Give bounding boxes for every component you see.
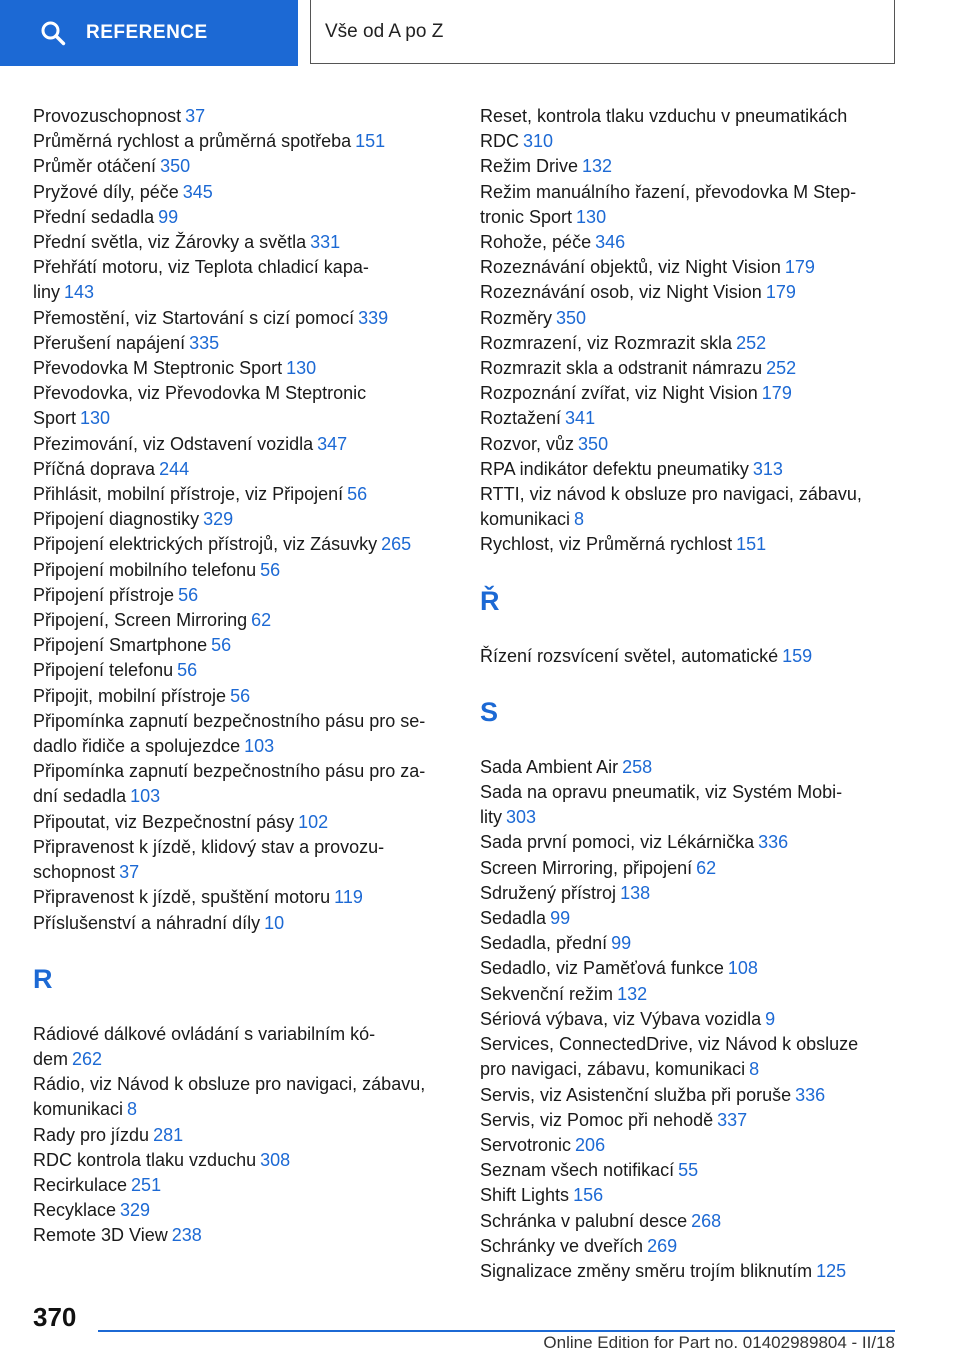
index-entry[interactable] bbox=[33, 583, 453, 608]
index-entry[interactable] bbox=[33, 1198, 453, 1223]
page-link[interactable]: 350 bbox=[556, 307, 587, 328]
entry-term: Recirkulace bbox=[33, 1174, 128, 1195]
entry-term: Přihlásit, mobilní přístroje, viz Připojení bbox=[33, 484, 344, 505]
index-entry[interactable] bbox=[33, 885, 453, 910]
page-link[interactable]: 303 bbox=[506, 807, 537, 828]
page-link[interactable]: 156 bbox=[573, 1185, 604, 1206]
index-entry[interactable] bbox=[33, 1173, 453, 1198]
page-link[interactable]: 56 bbox=[230, 685, 251, 706]
entry-term: RDC bbox=[480, 131, 519, 152]
page-header bbox=[0, 0, 960, 66]
index-entry[interactable] bbox=[33, 810, 453, 835]
entry-term: Připojení mobilního telefonu bbox=[33, 559, 257, 580]
index-entry-continuation[interactable] bbox=[480, 129, 900, 154]
entry-term: Signalizace změny směru trojím bliknutím bbox=[480, 1260, 813, 1281]
entry-term: Sériová výbava, viz Výbava vozidla bbox=[480, 1008, 762, 1029]
section-letter: S bbox=[480, 696, 499, 727]
page-link[interactable]: 138 bbox=[620, 882, 651, 903]
entry-term: Připojení, Screen Mirroring bbox=[33, 610, 248, 631]
page-link[interactable]: 345 bbox=[182, 181, 213, 202]
page-link[interactable]: 268 bbox=[691, 1210, 722, 1231]
index-entry[interactable] bbox=[33, 432, 453, 457]
index-entry-continuation[interactable] bbox=[480, 205, 900, 230]
index-entry-continuation[interactable] bbox=[33, 1047, 453, 1072]
page-link[interactable]: 179 bbox=[784, 257, 815, 278]
page-link[interactable]: 132 bbox=[582, 156, 613, 177]
index-entry[interactable] bbox=[480, 104, 900, 129]
index-entry[interactable] bbox=[33, 381, 453, 406]
page-link[interactable]: 56 bbox=[260, 559, 281, 580]
entry-term: Servotronic bbox=[480, 1134, 572, 1155]
index-entry[interactable] bbox=[480, 532, 900, 557]
page-link[interactable]: 308 bbox=[260, 1149, 291, 1170]
entry-term: Připojení Smartphone bbox=[33, 635, 208, 656]
index-entry[interactable] bbox=[33, 1022, 453, 1047]
edition-info: Online Edition for Part no. 01402989804 - II/18 bbox=[543, 1333, 895, 1352]
reference-label: REFERENCE bbox=[86, 22, 208, 43]
entry-term: Přemostění, viz Startování s cizí pomocí bbox=[33, 307, 355, 328]
index-entry[interactable] bbox=[33, 633, 453, 658]
page-link[interactable]: 56 bbox=[178, 584, 199, 605]
entry-term: Připojení elektrických přístrojů, viz Zásuvky bbox=[33, 534, 378, 555]
page-link[interactable]: 265 bbox=[381, 534, 412, 555]
index-entry[interactable] bbox=[480, 1259, 900, 1284]
entry-term: Přední sedadla bbox=[33, 206, 155, 227]
index-entry[interactable] bbox=[480, 154, 900, 179]
entry-term: Services, ConnectedDrive, viz Návod k obsluze bbox=[480, 1034, 859, 1055]
entry-term: Sedadla, přední bbox=[480, 933, 608, 954]
entry-term: Přední světla, viz Žárovky a světla bbox=[33, 232, 307, 253]
index-entry[interactable] bbox=[480, 755, 900, 780]
entry-term: Servis, viz Pomoc při nehodě bbox=[480, 1109, 714, 1130]
index-entry-continuation[interactable] bbox=[480, 507, 900, 532]
entry-term: Rozměry bbox=[480, 307, 553, 328]
index-entry[interactable] bbox=[33, 759, 453, 784]
entry-term: Sada první pomoci, viz Lékárnička bbox=[480, 832, 755, 853]
index-entry[interactable] bbox=[33, 658, 453, 683]
entry-term: dní sedadla bbox=[33, 786, 127, 807]
page-link[interactable]: 244 bbox=[159, 458, 190, 479]
page-link[interactable]: 103 bbox=[244, 736, 275, 757]
page-link[interactable]: 262 bbox=[72, 1048, 103, 1069]
index-entry[interactable] bbox=[480, 331, 900, 356]
page-link[interactable]: 339 bbox=[358, 307, 389, 328]
reference-tab[interactable] bbox=[0, 0, 298, 66]
index-entry[interactable] bbox=[33, 356, 453, 381]
index-entry[interactable] bbox=[480, 1234, 900, 1259]
page-link[interactable]: 119 bbox=[334, 887, 363, 908]
page-link[interactable]: 9 bbox=[765, 1008, 776, 1029]
entry-term: Sedadlo, viz Paměťová funkce bbox=[480, 958, 724, 979]
search-icon bbox=[40, 20, 66, 46]
index-entry[interactable] bbox=[480, 1158, 900, 1183]
page-link[interactable]: 8 bbox=[749, 1059, 760, 1080]
index-entry[interactable] bbox=[480, 1007, 900, 1032]
index-entry-continuation[interactable] bbox=[33, 784, 453, 809]
entry-term: RDC kontrola tlaku vzduchu bbox=[33, 1149, 257, 1170]
entry-term: Rohože, péče bbox=[480, 232, 592, 253]
entry-term: Příčná doprava bbox=[33, 458, 156, 479]
index-entry[interactable] bbox=[480, 406, 900, 431]
entry-term: schopnost bbox=[33, 862, 116, 883]
entry-term: pro navigaci, zábavu, komunikaci bbox=[480, 1059, 746, 1080]
page-link[interactable]: 56 bbox=[211, 635, 232, 656]
entry-term: dem bbox=[33, 1048, 69, 1069]
page-link[interactable]: 346 bbox=[595, 232, 626, 253]
page-footer bbox=[0, 1290, 960, 1362]
entry-term: Rádio, viz Návod k obsluze pro navigaci, zábavu, bbox=[33, 1074, 426, 1095]
index-entry[interactable] bbox=[480, 381, 900, 406]
index-entry[interactable] bbox=[480, 1032, 900, 1057]
page-link[interactable]: 350 bbox=[578, 433, 609, 454]
entry-term: Recyklace bbox=[33, 1200, 117, 1221]
index-entry[interactable] bbox=[480, 280, 900, 305]
index-entry-continuation[interactable] bbox=[33, 406, 453, 431]
entry-term: Reset, kontrola tlaku vzduchu v pneumatikách bbox=[480, 106, 848, 126]
index-entry-continuation[interactable] bbox=[480, 1057, 900, 1082]
index-entry[interactable] bbox=[480, 1083, 900, 1108]
index-entry[interactable] bbox=[33, 129, 453, 154]
page-link[interactable]: 125 bbox=[816, 1260, 847, 1281]
page-link[interactable]: 99 bbox=[611, 933, 632, 954]
index-entry[interactable] bbox=[480, 780, 900, 805]
index-entry[interactable] bbox=[480, 180, 900, 205]
entry-term: Připojení přístroje bbox=[33, 584, 175, 605]
page-link[interactable]: 99 bbox=[158, 206, 179, 227]
section-letter: R bbox=[33, 963, 53, 994]
index-entry[interactable] bbox=[480, 906, 900, 931]
entry-term: Schránky ve dveřích bbox=[480, 1235, 644, 1256]
page-link[interactable]: 258 bbox=[622, 756, 653, 777]
entry-term: Připojit, mobilní přístroje bbox=[33, 685, 227, 706]
index-entry[interactable] bbox=[480, 432, 900, 457]
page-link[interactable]: 179 bbox=[761, 383, 792, 404]
entry-term: lity bbox=[480, 807, 502, 828]
entry-term: Sada na opravu pneumatik, viz Systém Mobi- bbox=[480, 782, 843, 803]
entry-term: Režim Drive bbox=[480, 156, 579, 177]
page-link[interactable]: 62 bbox=[251, 610, 272, 631]
index-entry[interactable] bbox=[480, 482, 900, 507]
index-entry[interactable] bbox=[33, 684, 453, 709]
entry-term: tronic Sport bbox=[480, 206, 573, 227]
page-link[interactable]: 313 bbox=[752, 458, 783, 479]
page-link[interactable]: 179 bbox=[765, 282, 796, 303]
entry-term: Provozuschopnost bbox=[33, 106, 182, 126]
page-link[interactable]: 336 bbox=[795, 1084, 826, 1105]
entry-term: Sport bbox=[33, 408, 77, 429]
page-link[interactable]: 10 bbox=[264, 912, 285, 933]
entry-term: Připojení diagnostiky bbox=[33, 509, 200, 530]
entry-term: Připravenost k jízdě, spuštění motoru bbox=[33, 887, 331, 908]
entry-term: Režim manuálního řazení, převodovka M Step- bbox=[480, 181, 857, 202]
index-entry[interactable] bbox=[33, 180, 453, 205]
entry-term: Rozvor, vůz bbox=[480, 433, 575, 454]
index-entry[interactable] bbox=[480, 644, 900, 669]
page-link[interactable]: 8 bbox=[574, 509, 585, 530]
entry-term: RPA indikátor defektu pneumatiky bbox=[480, 458, 749, 479]
entry-term: Rychlost, viz Průměrná rychlost bbox=[480, 534, 733, 555]
page-link[interactable]: 108 bbox=[727, 958, 758, 979]
page-link[interactable]: 56 bbox=[177, 660, 198, 681]
page-link[interactable]: 331 bbox=[310, 232, 341, 253]
index-entry[interactable] bbox=[33, 558, 453, 583]
entry-term: Pryžové díly, péče bbox=[33, 181, 179, 202]
page-link[interactable]: 130 bbox=[576, 206, 607, 227]
section-title: Vše od A po Z bbox=[310, 0, 895, 64]
index-entry[interactable] bbox=[33, 230, 453, 255]
page-link[interactable]: 329 bbox=[120, 1200, 151, 1221]
entry-term: Připravenost k jízdě, klidový stav a provozu- bbox=[33, 836, 385, 857]
index-entry[interactable] bbox=[480, 457, 900, 482]
entry-term: dadlo řidiče a spolujezdce bbox=[33, 736, 241, 757]
index-entry[interactable] bbox=[480, 830, 900, 855]
index-entry[interactable] bbox=[480, 1108, 900, 1133]
index-entry[interactable] bbox=[33, 255, 453, 280]
page-link[interactable]: 37 bbox=[185, 106, 206, 126]
index-entry[interactable] bbox=[33, 1223, 453, 1248]
page-link[interactable]: 55 bbox=[678, 1160, 699, 1181]
index-entry[interactable] bbox=[33, 532, 453, 557]
index-entry[interactable] bbox=[480, 1209, 900, 1234]
page-link[interactable]: 336 bbox=[758, 832, 789, 853]
index-column-right bbox=[480, 104, 900, 1284]
page-link[interactable]: 102 bbox=[298, 811, 329, 832]
entry-term: Sada Ambient Air bbox=[480, 756, 619, 777]
index-entry[interactable] bbox=[480, 230, 900, 255]
index-entry[interactable] bbox=[480, 306, 900, 331]
page-link[interactable]: 341 bbox=[565, 408, 596, 429]
entry-term: Sekvenční režim bbox=[480, 983, 614, 1004]
index-entry-continuation[interactable] bbox=[33, 860, 453, 885]
index-entry-continuation[interactable] bbox=[33, 734, 453, 759]
entry-term: Rozeznávání osob, viz Night Vision bbox=[480, 282, 762, 303]
index-entry-continuation[interactable] bbox=[480, 805, 900, 830]
entry-term: Přerušení napájení bbox=[33, 332, 186, 353]
page-link[interactable]: 62 bbox=[696, 857, 717, 878]
index-entry[interactable] bbox=[480, 931, 900, 956]
entry-term: Připomínka zapnutí bezpečnostního pásu pro za- bbox=[33, 761, 426, 782]
entry-term: komunikaci bbox=[480, 509, 571, 530]
entry-term: komunikaci bbox=[33, 1099, 124, 1120]
index-entry-continuation[interactable] bbox=[33, 280, 453, 305]
entry-term: Rady pro jízdu bbox=[33, 1124, 150, 1145]
page-link[interactable]: 56 bbox=[347, 484, 368, 505]
index-entry[interactable] bbox=[480, 1183, 900, 1208]
section-letter: Ř bbox=[480, 585, 500, 616]
page-link[interactable]: 310 bbox=[523, 131, 554, 152]
entry-term: Shift Lights bbox=[480, 1185, 570, 1206]
index-entry[interactable] bbox=[33, 1148, 453, 1173]
page-link[interactable]: 132 bbox=[617, 983, 648, 1004]
entry-term: Screen Mirroring, připojení bbox=[480, 857, 693, 878]
entry-term: Připoutat, viz Bezpečnostní pásy bbox=[33, 811, 295, 832]
page-link[interactable]: 130 bbox=[80, 408, 111, 429]
page-link[interactable]: 252 bbox=[736, 332, 767, 353]
index-entry[interactable] bbox=[33, 835, 453, 860]
entry-term: Rozpoznání zvířat, viz Night Vision bbox=[480, 383, 758, 404]
index-entry[interactable] bbox=[33, 911, 453, 936]
page-link[interactable]: 329 bbox=[203, 509, 234, 530]
index-entry[interactable] bbox=[480, 356, 900, 381]
entry-term: liny bbox=[33, 282, 61, 303]
entry-term: Průměr otáčení bbox=[33, 156, 157, 177]
page-link[interactable]: 37 bbox=[119, 862, 140, 883]
page-link[interactable]: 206 bbox=[575, 1134, 606, 1155]
entry-term: Řízení rozsvícení světel, automatické bbox=[480, 645, 779, 666]
index-entry[interactable] bbox=[33, 1123, 453, 1148]
page-link[interactable]: 130 bbox=[286, 358, 317, 379]
entry-term: Rádiové dálkové ovládání s variabilním kó- bbox=[33, 1023, 376, 1044]
entry-term: Roztažení bbox=[480, 408, 562, 429]
page-link[interactable]: 350 bbox=[160, 156, 191, 177]
index-entry[interactable] bbox=[33, 1072, 453, 1097]
index-entry[interactable] bbox=[33, 482, 453, 507]
index-entry[interactable] bbox=[480, 956, 900, 981]
index-entry[interactable] bbox=[33, 331, 453, 356]
index-entry[interactable] bbox=[480, 881, 900, 906]
page-link[interactable]: 143 bbox=[64, 282, 95, 303]
footer-divider bbox=[98, 1330, 895, 1332]
index-entry[interactable] bbox=[33, 608, 453, 633]
index-entry[interactable] bbox=[480, 856, 900, 881]
entry-term: Servis, viz Asistenční služba při poruše bbox=[480, 1084, 792, 1105]
page-link[interactable]: 252 bbox=[766, 358, 797, 379]
entry-term: Připojení telefonu bbox=[33, 660, 174, 681]
entry-term: Převodovka M Steptronic Sport bbox=[33, 358, 283, 379]
index-entry[interactable] bbox=[33, 306, 453, 331]
entry-term: Seznam všech notifikací bbox=[480, 1160, 675, 1181]
entry-term: Schránka v palubní desce bbox=[480, 1210, 688, 1231]
page-number: 370 bbox=[33, 1302, 77, 1332]
entry-term: Sedadla bbox=[480, 908, 547, 929]
page-link[interactable]: 335 bbox=[189, 332, 220, 353]
page-link[interactable]: 151 bbox=[355, 131, 386, 152]
page-link[interactable]: 151 bbox=[736, 534, 767, 555]
page-link[interactable]: 103 bbox=[130, 786, 161, 807]
entry-term: Rozeznávání objektů, viz Night Vision bbox=[480, 257, 781, 278]
entry-term: Rozmrazit skla a odstranit námrazu bbox=[480, 358, 763, 379]
entry-term: Příslušenství a náhradní díly bbox=[33, 912, 261, 933]
page-link[interactable]: 159 bbox=[782, 645, 813, 666]
entry-term: Přezimování, viz Odstavení vozidla bbox=[33, 433, 314, 454]
index-entry[interactable] bbox=[480, 982, 900, 1007]
index-entry[interactable] bbox=[480, 1133, 900, 1158]
index-entry-continuation[interactable] bbox=[33, 1097, 453, 1122]
entry-term: Převodovka, viz Převodovka M Steptronic bbox=[33, 383, 367, 404]
index-entry[interactable] bbox=[33, 205, 453, 230]
index-entry[interactable] bbox=[33, 709, 453, 734]
entry-term: Remote 3D View bbox=[33, 1225, 168, 1246]
index-entry[interactable] bbox=[33, 154, 453, 179]
page-link[interactable]: 347 bbox=[317, 433, 348, 454]
index-entry[interactable] bbox=[33, 104, 453, 129]
entry-term: Přehřátí motoru, viz Teplota chladicí kapa- bbox=[33, 257, 369, 278]
page-link[interactable]: 8 bbox=[127, 1099, 138, 1120]
index-entry[interactable] bbox=[33, 507, 453, 532]
page-link[interactable]: 281 bbox=[153, 1124, 184, 1145]
index-entry[interactable] bbox=[480, 255, 900, 280]
page-link[interactable]: 251 bbox=[131, 1174, 162, 1195]
page-link[interactable]: 238 bbox=[171, 1225, 202, 1246]
page-link[interactable]: 337 bbox=[717, 1109, 748, 1130]
index-column-left bbox=[33, 104, 453, 1249]
page-link[interactable]: 99 bbox=[550, 908, 571, 929]
entry-term: Sdružený přístroj bbox=[480, 882, 617, 903]
page-link[interactable]: 269 bbox=[647, 1235, 678, 1256]
entry-term: Připomínka zapnutí bezpečnostního pásu pro se- bbox=[33, 710, 426, 731]
entry-term: Rozmrazení, viz Rozmrazit skla bbox=[480, 332, 733, 353]
entry-term: Průměrná rychlost a průměrná spotřeba bbox=[33, 131, 352, 152]
entry-term: RTTI, viz návod k obsluze pro navigaci, zábavu, bbox=[480, 484, 862, 505]
index-entry[interactable] bbox=[33, 457, 453, 482]
